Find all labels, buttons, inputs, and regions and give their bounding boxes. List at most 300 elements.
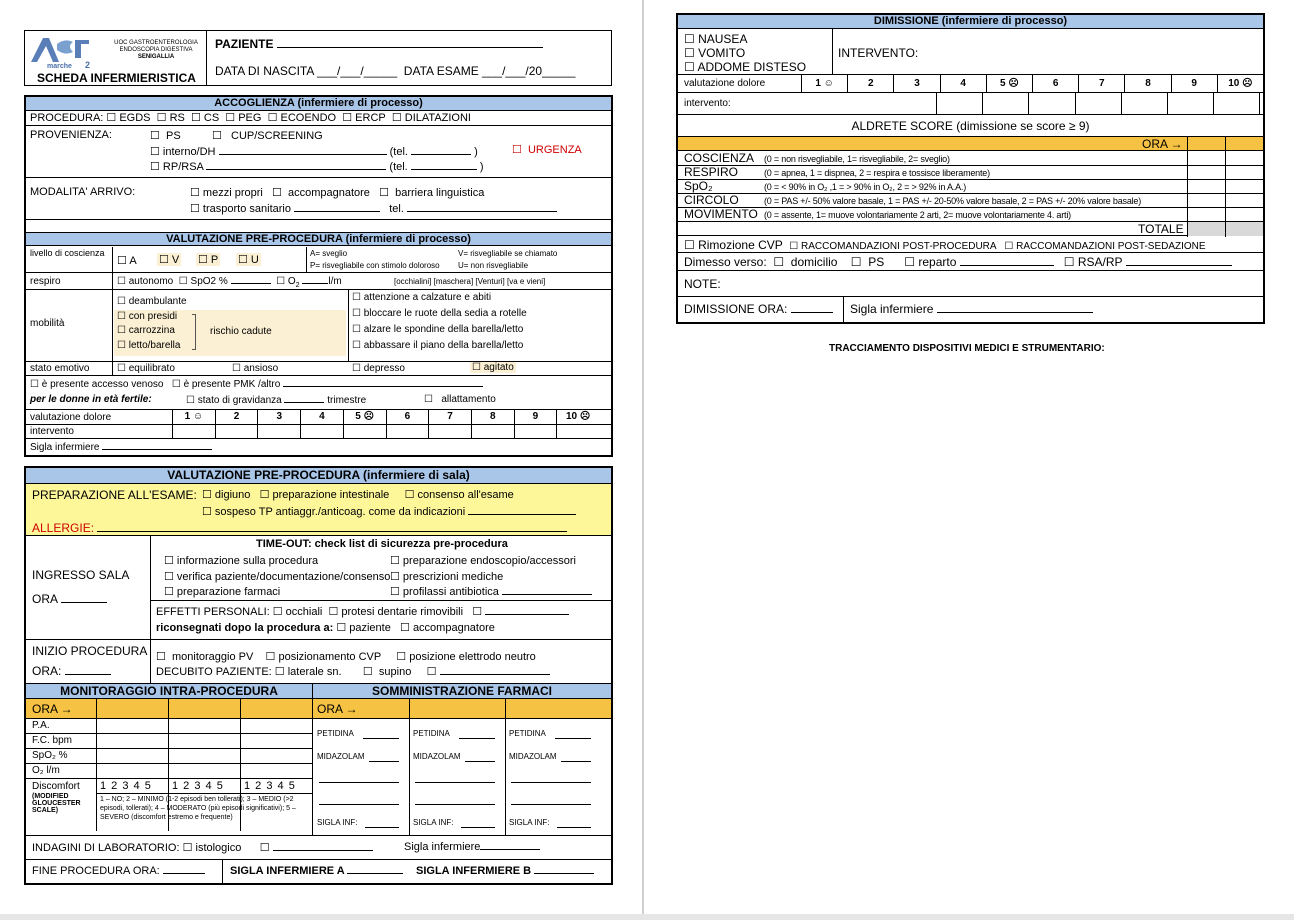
sigla-line-0 <box>365 827 399 828</box>
discomfort-label: Discomfort <box>32 781 80 792</box>
arrivo-options[interactable]: ☐ mezzi propri ☐ accompagnatore ☐ barriera linguistica <box>190 187 485 199</box>
note-row[interactable] <box>678 271 1263 297</box>
monitor-ora-row <box>26 699 312 719</box>
dim-intervento-row <box>678 93 1263 115</box>
legend-a: A= sveglio <box>310 249 348 258</box>
mob-action-0[interactable]: ☐ attenzione a calzature e abiti <box>352 292 492 303</box>
dim-intervento2-label: intervento: <box>684 98 731 109</box>
ingresso-ora[interactable] <box>32 592 107 606</box>
device-maschera: [maschera] <box>433 277 474 286</box>
monitor-row-line <box>26 733 312 734</box>
respiro-row <box>26 273 611 290</box>
dim-sigla-label: Sigla infermiere <box>850 302 934 316</box>
effetti-row[interactable]: EFFETTI PERSONALI: ☐ occhiali ☐ protesi dentarie rimovibili ☐ <box>156 605 569 618</box>
monitor-row-label-3: O₂ l/m <box>32 765 60 776</box>
criterion-desc-1: (0 = apnea, 1 = dispnea, 2 = respira e tossisce liberamente) <box>764 168 990 178</box>
criterion-name-2: SpO₂ <box>684 179 713 193</box>
timeout-item-3[interactable]: ☐ preparazione endoscopio/accessori <box>390 555 576 567</box>
dimissione-score-8[interactable]: 8 <box>1124 75 1170 92</box>
timeout-item-1[interactable]: ☐ verifica paziente/documentazione/consenso <box>164 571 391 583</box>
dim-sigla-field[interactable] <box>850 302 1093 316</box>
farmaci-ora-label: ORA → <box>317 702 358 716</box>
dolore-row <box>26 410 611 425</box>
riconsegnati-row[interactable]: riconsegnati dopo la procedura a: ☐ paziente ☐ accompagnatore <box>156 622 495 634</box>
patient-field[interactable] <box>215 37 543 51</box>
accoglienza-title: ACCOGLIENZA (infermiere di processo) <box>26 97 611 111</box>
petidina-line-2 <box>555 738 591 739</box>
mob-opt2: carrozzina <box>128 325 175 336</box>
sigla-b[interactable] <box>416 865 594 877</box>
logo-area <box>25 31 207 85</box>
respiro-label: respiro <box>30 276 61 287</box>
mob-deambulante[interactable]: ☐ deambulante <box>117 296 187 307</box>
diminterv-cell-4[interactable] <box>1075 93 1121 114</box>
prep-label: PREPARAZIONE ALL'ESAME: <box>32 488 197 502</box>
tracciamento-title: TRACCIAMENTO DISPOSITIVI MEDICI E STRUMENTARIO: <box>829 343 1105 354</box>
prov-interno-label: interno/DH <box>162 146 216 158</box>
decubito-opt1: laterale sn. <box>287 666 342 678</box>
proc-opt-egds[interactable]: ☐ EGDS <box>106 112 151 124</box>
emo-depresso[interactable]: ☐ depresso <box>352 363 405 374</box>
proc-opt-peg[interactable]: ☐ PEG <box>225 112 262 124</box>
aldrete-ora-label: ORA → <box>1142 137 1183 151</box>
timeout-item-3-label: preparazione endoscopio/accessori <box>402 555 576 567</box>
timeout-item-5[interactable]: ☐ profilassi antibiotica <box>390 585 592 598</box>
gravidanza-label: stato di gravidanza <box>197 395 282 406</box>
dimissione-score-7[interactable]: 7 <box>1078 75 1124 92</box>
emo-opt3: agitato <box>483 362 514 373</box>
diminterv-cell-7[interactable] <box>1213 93 1259 114</box>
legend-p: P= risvegliabile con stimolo doloroso <box>310 261 440 270</box>
note-label: NOTE: <box>684 277 721 291</box>
coscienza-row <box>26 247 611 273</box>
discomfort-line <box>96 793 312 794</box>
mob-action-1-label: bloccare le ruote della sedia a rotelle <box>363 308 527 319</box>
blank-line-a-0[interactable] <box>319 782 399 783</box>
tel-label-2: (tel. <box>389 161 408 173</box>
cosc-u[interactable]: ☐ U <box>238 254 259 266</box>
prov-cup[interactable]: ☐ CUP/SCREENING <box>212 130 323 142</box>
midazolam-line-2 <box>561 761 591 762</box>
emotivo-row <box>26 362 611 376</box>
allergie-field[interactable] <box>32 521 567 535</box>
aldrete-title: ALDRETE SCORE (dimissione se score ≥ 9) <box>678 115 1263 137</box>
effetti-opt1: occhiali <box>285 606 323 618</box>
blank-line-b-0[interactable] <box>319 804 399 805</box>
pre_proc-score-8[interactable]: 8 <box>471 410 514 424</box>
respiro-devices <box>394 277 545 286</box>
mob-opt3: letto/barella <box>128 340 181 351</box>
cosc-a[interactable]: ☐ A <box>117 255 137 267</box>
diminterv-cell-6[interactable] <box>1167 93 1213 114</box>
sym-vomito[interactable]: ☐ VOMITO <box>684 46 746 60</box>
effetti-opt2: protesi dentarie rimovibili <box>341 606 464 618</box>
gravidanza-check[interactable]: ☐ stato di gravidanza trimestre <box>186 395 367 406</box>
criterion-desc-4: (0 = assente, 1= muove volontariamente 2 arti, 2= muove volontariamente 4. arti) <box>764 210 1071 220</box>
org-line-1: UOC GASTROENTEROLOGIA <box>114 40 198 46</box>
cosc-p-label: P <box>210 254 219 266</box>
prep-opt4: sospeso TP antiaggr./anticoag. come da indicazioni <box>214 506 466 518</box>
prov-ps[interactable]: ☐ PS <box>150 130 181 142</box>
preinterv-cell-8[interactable] <box>471 425 514 438</box>
org-name <box>111 40 201 61</box>
dimesso-opt1: domicilio <box>790 255 838 269</box>
inizio-label: INIZIO PROCEDURA <box>32 644 148 658</box>
emotivo-label: stato emotivo <box>30 363 90 374</box>
ingresso-ora-label: ORA <box>32 592 58 606</box>
emo-opt0: equilibrato <box>128 363 175 374</box>
riconsegnati-opt1: paziente <box>349 622 391 634</box>
farmaci-col-line <box>409 699 410 836</box>
riconsegnati-label: riconsegnati dopo la procedura a: <box>156 622 334 634</box>
page-divider <box>642 0 644 920</box>
diminterv-cell-1[interactable] <box>936 93 982 114</box>
preinterv-cell-1[interactable] <box>172 425 215 438</box>
dimissione-score-5[interactable]: 5 ☹ <box>986 75 1032 92</box>
sym-nausea[interactable]: ☐ NAUSEA <box>684 32 748 46</box>
diminterv-cell-3[interactable] <box>1028 93 1074 114</box>
dimesso-row <box>678 253 1263 271</box>
exam-date-label: DATA ESAME <box>403 64 479 78</box>
petidina-0[interactable]: PETIDINA <box>317 729 354 738</box>
coscienza-label: livello di coscienza <box>30 248 105 258</box>
aldrete-table <box>678 137 1263 237</box>
aldrete-row-4 <box>678 208 1263 222</box>
discomfort-sublabel: (MODIFIED GLOUCESTER SCALE) <box>32 793 81 814</box>
mobilita-row <box>26 290 611 362</box>
arrivo-trasporto[interactable]: ☐ trasporto sanitario tel. <box>190 202 557 215</box>
dimissione-box <box>676 13 1265 324</box>
mob-action-0-label: attenzione a calzature e abiti <box>363 292 492 303</box>
prov-cup-label: CUP/SCREENING <box>231 130 323 142</box>
sigla-a[interactable] <box>230 865 403 877</box>
mob-opt1: con presidi <box>128 311 178 322</box>
respiro-opt2: SpO2 % <box>190 276 228 287</box>
midazolam-1[interactable]: MIDAZOLAM <box>413 752 461 761</box>
totale-label: TOTALE <box>1138 222 1184 236</box>
cosc-u-label: U <box>250 254 259 266</box>
diminterv-cell-5[interactable] <box>1121 93 1167 114</box>
sala-title: VALUTAZIONE PRE-PROCEDURA (infermiere di sala) <box>26 468 611 484</box>
dim-ora-row <box>678 297 1263 322</box>
proc-opt-ecoendo[interactable]: ☐ ECOENDO <box>267 112 337 124</box>
urgenza-label: URGENZA <box>527 144 582 156</box>
petidina-line-0 <box>363 738 399 739</box>
monitor-row-label-0: P.A. <box>32 720 50 731</box>
sigla-label: Sigla infermiere <box>30 442 100 453</box>
mob-action-3[interactable]: ☐ abbassare il piano della barella/letto <box>352 340 524 351</box>
respiro-lm: l/m <box>328 276 342 287</box>
lab-sigla[interactable] <box>404 841 540 853</box>
aldrete-row-0 <box>678 152 1263 166</box>
lab-row <box>26 836 611 860</box>
doc-title: SCHEDA INFERMIERISTICA <box>37 71 196 85</box>
accesso-row <box>26 376 611 410</box>
rimozione-label: Rimozione CVP <box>698 238 783 252</box>
respiro-o2: O <box>287 276 296 287</box>
ingresso-label: INGRESSO SALA <box>32 568 130 582</box>
prov-interno[interactable]: ☐ interno/DH (tel. ) <box>150 146 478 158</box>
dimesso-opt3: reparto <box>918 255 957 269</box>
org-line-2: ENDOSCOPIA DIGESTIVA <box>119 47 193 53</box>
aldrete-row-3 <box>678 194 1263 208</box>
preinterv-cell-3[interactable] <box>257 425 300 438</box>
sigla-a-label: SIGLA INFERMIERE A <box>230 865 345 877</box>
sigla-inf-2[interactable]: SIGLA INF: <box>509 818 550 827</box>
pre_proc-score-5[interactable]: 5 ☹ <box>343 410 386 424</box>
arrivo-opt3: barriera linguistica <box>395 187 485 199</box>
monitor-ora-label: ORA → <box>32 702 73 716</box>
dimissione-score-3[interactable]: 3 <box>893 75 939 92</box>
dimissione-score-2[interactable]: 2 <box>847 75 893 92</box>
prov-rp-label: RP/RSA <box>162 161 204 173</box>
inizio-opt2: posizionamento CVP <box>278 651 381 663</box>
totale-row <box>678 221 1263 236</box>
mob-opt0: deambulante <box>128 296 187 307</box>
blank-line-a-2[interactable] <box>511 782 591 783</box>
arrivo-opt4: trasporto sanitario <box>202 203 291 215</box>
decubito-row[interactable]: DECUBITO PAZIENTE: ☐ laterale sn. ☐ supino ☐ <box>156 665 550 678</box>
midazolam-line-1 <box>465 761 495 762</box>
patient-label: PAZIENTE <box>215 37 274 51</box>
sigla-inf-1[interactable]: SIGLA INF: <box>413 818 454 827</box>
timeout-item-5-label: profilassi antibiotica <box>402 586 499 598</box>
prov-ps-label: PS <box>165 130 181 142</box>
dimissione-score-10[interactable]: 10 ☹ <box>1217 75 1263 92</box>
dim-dolore-row <box>678 75 1263 93</box>
dimesso-label: Dimesso verso: <box>684 255 767 269</box>
sigla-row[interactable] <box>26 439 611 455</box>
proc-opt-ercp[interactable]: ☐ ERCP <box>342 112 386 124</box>
pre_proc-score-4[interactable]: 4 <box>300 410 343 424</box>
dimissione-score-9[interactable]: 9 <box>1171 75 1217 92</box>
criterion-name-1: RESPIRO <box>684 165 739 179</box>
midazolam-line-0 <box>369 761 399 762</box>
aldrete-row-1 <box>678 166 1263 180</box>
accesso2-label: è presente PMK /altro <box>183 379 281 390</box>
dim-ora-field[interactable] <box>684 302 833 316</box>
accesso1-label: è presente accesso venoso <box>41 379 164 390</box>
tel-label-1: (tel. <box>389 146 408 158</box>
pre_proc-score-2[interactable]: 2 <box>215 410 258 424</box>
device-vaevieni: [va e vieni] <box>507 277 546 286</box>
cosc-v[interactable]: ☐ V <box>159 254 180 266</box>
dob-blank: ___/___/_____ <box>317 64 398 78</box>
mob-action-3-label: abbassare il piano della barella/letto <box>363 340 524 351</box>
prep-opt1: digiuno <box>214 489 251 501</box>
timeout-item-0-label: informazione sulla procedura <box>176 555 319 567</box>
device-occhialini: [occhialini] <box>394 277 432 286</box>
urgenza-check[interactable]: ☐ URGENZA <box>512 144 582 156</box>
sym-addome[interactable]: ☐ ADDOME DISTESO <box>684 60 807 74</box>
preinterv-cell-2[interactable] <box>215 425 258 438</box>
sigla-b-label: SIGLA INFERMIERE B <box>416 865 532 877</box>
aldrete-ora-row <box>678 137 1263 151</box>
discomfort-scale-2[interactable]: 1 2 3 4 5 <box>244 780 296 792</box>
dimesso-opt2: PS <box>868 255 885 269</box>
monitor-farmaci-grid <box>26 684 611 836</box>
racc1-label: RACCOMANDAZIONI POST-PROCEDURA <box>801 241 997 252</box>
pre_proc-score-9[interactable]: 9 <box>514 410 557 424</box>
discomfort-scale-0[interactable]: 1 2 3 4 5 <box>100 780 152 792</box>
decubito-opt2: supino <box>378 666 412 678</box>
cosc-v-label: V <box>171 254 180 266</box>
svg-text:2: 2 <box>85 60 91 70</box>
inizio-options[interactable]: ☐ monitoraggio PV ☐ posizionamento CVP ☐ posizione elettrodo neutro <box>156 651 536 663</box>
inizio-opt3: posizione elettrodo neutro <box>409 651 536 663</box>
criterion-name-0: COSCIENZA <box>684 151 755 165</box>
farmaci-title: SOMMINISTRAZIONE FARMACI <box>313 684 611 699</box>
lab-options[interactable]: INDAGINI DI LABORATORIO: ☐ istologico ☐ <box>32 841 373 854</box>
pre_proc-score-10[interactable]: 10 ☹ <box>556 410 599 424</box>
fine-row <box>26 860 611 884</box>
petidina-2[interactable]: PETIDINA <box>509 729 546 738</box>
blank-line-b-2[interactable] <box>511 804 591 805</box>
proc-egds-label: EGDS <box>119 112 151 124</box>
emo-ansioso[interactable]: ☐ ansioso <box>232 363 279 374</box>
diminterv-cell-2[interactable] <box>982 93 1028 114</box>
mob-action-2[interactable]: ☐ alzare le spondine della barella/letto <box>352 324 524 335</box>
timeout-title: TIME-OUT: check list di sicurezza pre-procedura <box>256 538 508 550</box>
allergie-label: ALLERGIE: <box>32 521 95 535</box>
accesso-options[interactable]: ☐ è presente accesso venoso ☐ è presente PMK /altro <box>30 378 483 390</box>
timeout-item-4[interactable]: ☐ prescrizioni mediche <box>390 571 504 583</box>
provenienza-row <box>26 126 611 178</box>
header-box <box>24 30 612 86</box>
monitor-row-label-1: F.C. bpm <box>32 735 73 746</box>
farmaci-col-line <box>505 699 506 836</box>
trimestre-label: trimestre <box>327 395 367 406</box>
pre_proc-score-1[interactable]: 1 ☺ <box>172 410 215 424</box>
intervento-label: intervento <box>30 426 74 437</box>
discomfort-scale-1[interactable]: 1 2 3 4 5 <box>172 780 224 792</box>
midazolam-0[interactable]: MIDAZOLAM <box>317 752 365 761</box>
criterion-name-3: CIRCOLO <box>684 193 739 207</box>
blank-line-b-1[interactable] <box>415 804 495 805</box>
pre_proc-score-6[interactable]: 6 <box>386 410 429 424</box>
diminterv-cell-8[interactable] <box>1259 93 1263 114</box>
inizio-ora[interactable] <box>32 664 111 678</box>
inizio-row <box>26 640 611 684</box>
proc-cs-label: CS <box>203 112 220 124</box>
preinterv-cell-6[interactable] <box>386 425 429 438</box>
fine-ora[interactable] <box>32 865 205 877</box>
dimissione-title: DIMISSIONE (infermiere di processo) <box>678 15 1263 29</box>
preinterv-cell-5[interactable] <box>343 425 386 438</box>
dob-label: DATA DI NASCITA <box>215 64 314 78</box>
mob-carrozzina[interactable]: ☐ carrozzina <box>117 325 175 336</box>
dolore-label: valutazione dolore <box>30 412 112 423</box>
proc-ercp-label: ERCP <box>355 112 386 124</box>
criterion-name-4: MOVIMENTO <box>684 207 758 221</box>
pre_proc-score-3[interactable]: 3 <box>257 410 300 424</box>
allattamento-check[interactable]: ☐ allattamento <box>424 394 496 405</box>
prep-options[interactable]: ☐ digiuno ☐ preparazione intestinale ☐ consenso all'esame <box>202 489 514 501</box>
cosc-p[interactable]: ☐ P <box>198 254 219 266</box>
petidina-1[interactable]: PETIDINA <box>413 729 450 738</box>
mob-presidi[interactable]: ☐ con presidi <box>117 311 178 322</box>
timeout-item-4-label: prescrizioni mediche <box>402 571 504 583</box>
allattamento-label: allattamento <box>441 394 496 405</box>
legend-u: U= non risvegliabile <box>458 261 529 270</box>
inizio-opt1: monitoraggio PV <box>171 651 254 663</box>
prep-opt2: preparazione intestinale <box>272 489 390 501</box>
dim-dolore-label: valutazione dolore <box>684 78 766 89</box>
monitor-row-line <box>26 778 312 779</box>
timeout-item-1-label: verifica paziente/documentazione/consenso <box>176 571 391 583</box>
dimissione-score-1[interactable]: 1 ☺ <box>801 75 847 92</box>
procedura-label: PROCEDURA: <box>30 112 104 124</box>
proc-peg-label: PEG <box>238 112 262 124</box>
emo-agitato[interactable]: ☐ agitato <box>472 362 514 373</box>
dob-field[interactable] <box>215 64 575 78</box>
dimissione-score-4[interactable]: 4 <box>940 75 986 92</box>
lab-opt1: istologico <box>195 842 242 854</box>
mobilita-label: mobilità <box>30 318 65 329</box>
monitor-row-line <box>26 748 312 749</box>
proc-opt-cs[interactable]: ☐ CS <box>190 112 220 124</box>
emo-opt2: depresso <box>363 363 405 374</box>
inizio-ora-label: ORA: <box>32 664 62 678</box>
sigla-inf-0[interactable]: SIGLA INF: <box>317 818 358 827</box>
dimissione-score-6[interactable]: 6 <box>1032 75 1078 92</box>
donne-label: per le donne in età fertile: <box>30 394 152 405</box>
tel2-label: tel. <box>389 203 404 215</box>
sym2-label: VOMITO <box>698 46 746 60</box>
timeout-item-2[interactable]: ☐ preparazione farmaci <box>164 586 281 598</box>
sigla-line-1 <box>461 827 495 828</box>
preinterv-cell-9[interactable] <box>514 425 557 438</box>
arrivo-label: MODALITA' ARRIVO: <box>30 186 136 198</box>
intervento-row <box>26 425 611 439</box>
pre_proc-score-7[interactable]: 7 <box>428 410 471 424</box>
sintomi-row <box>678 29 1263 75</box>
mob-letto[interactable]: ☐ letto/barella <box>117 340 181 351</box>
criterion-desc-2: (0 = < 90% in O₂ ,1 = > 90% in O₂, 2 = > 92% in A.A.) <box>764 182 967 192</box>
blank-line-a-1[interactable] <box>415 782 495 783</box>
dimesso-options[interactable]: Dimesso verso: ☐ domicilio ☐ PS ☐ reparto ☐ RSA/RP <box>684 255 1232 269</box>
preinterv-cell-4[interactable] <box>300 425 343 438</box>
device-venturi: [Venturi] <box>475 277 505 286</box>
prep-tp[interactable]: ☐ sospeso TP antiaggr./anticoag. come da indicazioni <box>202 505 576 518</box>
prep-row <box>26 484 611 536</box>
emo-equilibrato[interactable]: ☐ equilibrato <box>117 363 175 374</box>
donne-row <box>30 394 152 405</box>
accoglienza-box <box>24 95 613 457</box>
respiro-options[interactable]: ☐ autonomo ☐ SpO2 % ☐ $O_2$ l/m <box>117 276 342 289</box>
preinterv-cell-10[interactable] <box>556 425 599 438</box>
bottom-bar <box>0 914 1294 920</box>
arrivo-opt1: mezzi propri <box>202 187 263 199</box>
effetti-label: EFFETTI PERSONALI: <box>156 606 270 618</box>
proc-opt-rs[interactable]: ☐ RS <box>156 112 185 124</box>
proc-opt-dilatazioni[interactable]: ☐ DILATAZIONI <box>391 112 471 124</box>
org-line-3: SENIGALLIA <box>137 54 175 60</box>
prov-rp[interactable]: ☐ RP/RSA (tel. ) <box>150 161 484 173</box>
preinterv-cell-7[interactable] <box>428 425 471 438</box>
asur-logo-icon <box>29 34 99 70</box>
midazolam-2[interactable]: MIDAZOLAM <box>509 752 557 761</box>
timeout-item-0[interactable]: ☐ informazione sulla procedura <box>164 555 319 567</box>
procedura-row <box>26 111 611 126</box>
timeout-item-2-label: preparazione farmaci <box>176 586 281 598</box>
gloucester-legend: 1 – NO; 2 – MINIMO (1-2 episodi ben tollerati); 3 – MEDIO (>2 episodi, tollerati); 4 – MODERATO (più episodi significativi); 5 – SEVERO (discomfort estremo e frequente) <box>100 796 296 821</box>
sala-box <box>24 466 613 885</box>
mob-action-1[interactable]: ☐ bloccare le ruote della sedia a rotelle <box>352 308 527 319</box>
monitor-row-label-2: SpO₂ % <box>32 750 68 761</box>
riconsegnati-opt2: accompagnatore <box>412 622 495 634</box>
rimozione-row[interactable]: ☐ Rimozione CVP ☐ RACCOMANDAZIONI POST-PROCEDURA ☐ RACCOMANDAZIONI POST-SEDAZIONE <box>678 237 1263 253</box>
